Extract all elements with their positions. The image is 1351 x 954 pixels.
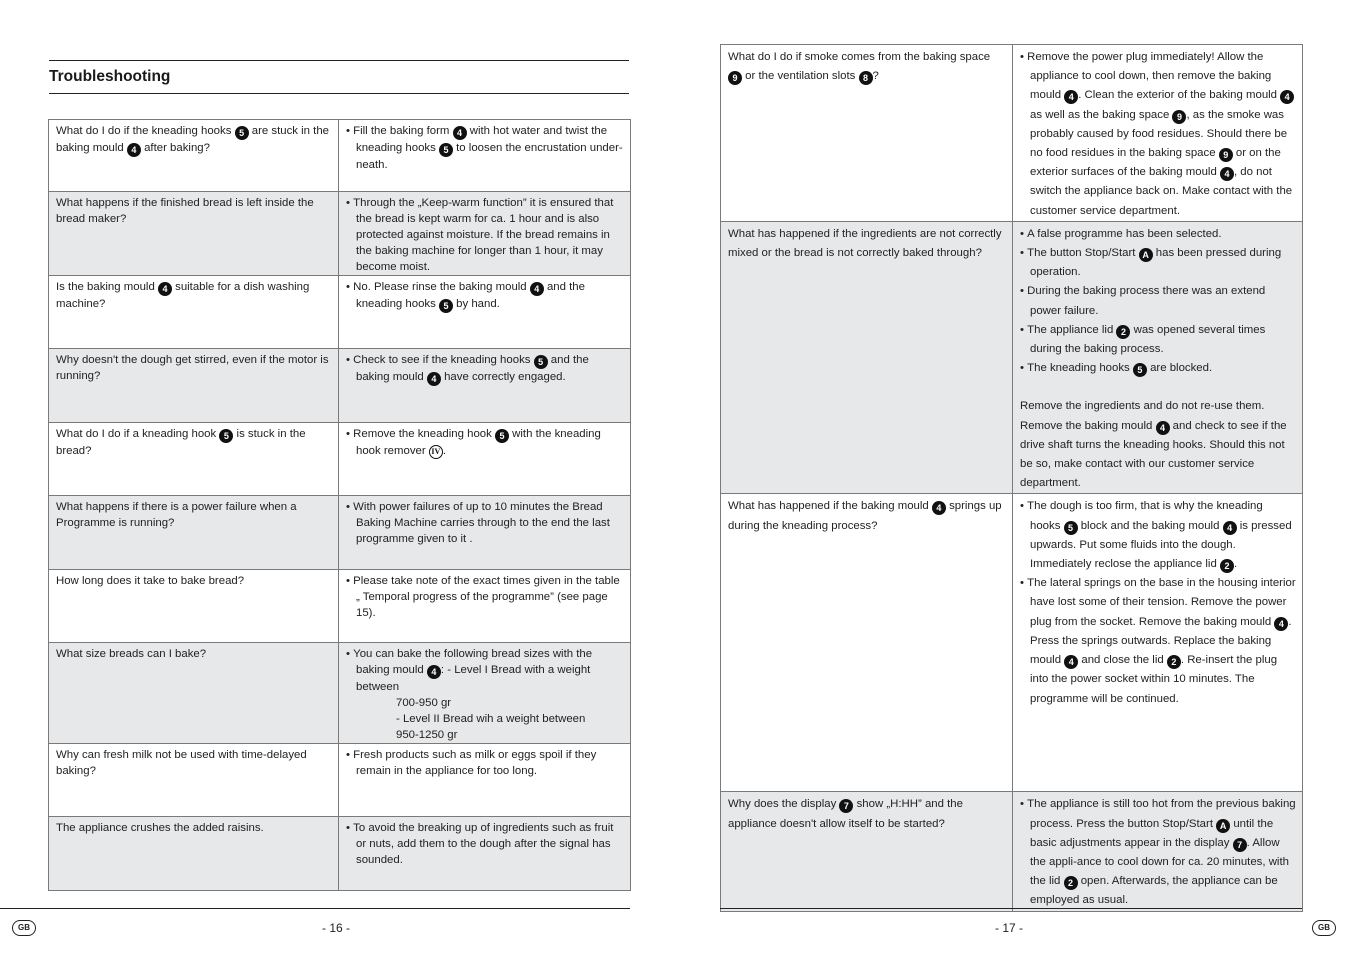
troubleshooting-table-right <box>720 44 1303 912</box>
callout-number-icon: 4 <box>427 665 441 679</box>
table-row <box>49 496 631 570</box>
table-row <box>49 349 631 423</box>
page-16 <box>0 0 675 954</box>
question-cell: The appliance crushes the added raisins. <box>49 817 339 891</box>
troubleshooting-table-left <box>48 119 631 891</box>
table-row <box>49 643 631 744</box>
section-title: Troubleshooting <box>49 68 171 85</box>
answer-cell <box>339 276 631 349</box>
table-row <box>721 792 1303 911</box>
callout-number-icon: 5 <box>235 126 249 140</box>
table-row <box>721 494 1303 792</box>
answer-cell <box>339 120 631 192</box>
table-row <box>49 744 631 817</box>
callout-number-icon: 5 <box>439 299 453 313</box>
question-cell: How long does it take to bake bread? <box>49 570 339 643</box>
question-cell: What has happened if the baking mould 4 springs up during the kneading process? <box>721 494 1013 792</box>
question-cell: Why does the display 7 show „H:HH” and the appliance doesn't allow itself to be started? <box>721 792 1013 911</box>
footer-rule <box>0 908 630 909</box>
answer-bullet: • The kneading hooks 5 are blocked. <box>1020 359 1296 378</box>
callout-roman-icon: IV <box>429 445 443 459</box>
callout-number-icon: 8 <box>859 71 873 85</box>
callout-number-icon: 9 <box>1172 110 1186 124</box>
table-body <box>49 120 631 891</box>
callout-number-icon: 4 <box>158 282 172 296</box>
answer-indent-line: - Level II Bread wih a weight between <box>396 713 586 725</box>
callout-number-icon: 2 <box>1064 876 1078 890</box>
callout-number-icon: 5 <box>439 143 453 157</box>
callout-number-icon: 5 <box>1133 363 1147 377</box>
answer-bullet: • You can bake the following bread sizes with the baking mould 4 : - Level I Bread with a weight between <box>346 646 624 695</box>
answer-bullet: • The appliance is still too hot from the previous baking process. Press the button Stop/Start A until the basic adjustments appear in the display 7 . Allow the appli-ance to cool down for ca. 20 minutes, with the lid 2 open. Afterwards, the appliance can be employed as usual. <box>1020 795 1296 910</box>
question-cell: What has happened if the ingredients are not correctly mixed or the bread is not correctly baked through? <box>721 221 1013 494</box>
answer-bullet: • Check to see if the kneading hooks 5 and the baking mould 4 have correctly engaged. <box>346 352 624 386</box>
answer-cell <box>339 496 631 570</box>
callout-number-icon: 4 <box>1064 90 1078 104</box>
answer-cell <box>339 423 631 496</box>
answer-cell <box>1013 45 1303 222</box>
callout-number-icon: 7 <box>839 799 853 813</box>
callout-number-icon: 4 <box>1156 421 1170 435</box>
callout-number-icon: A <box>1216 819 1230 833</box>
answer-bullet: • No. Please rinse the baking mould 4 and the kneading hooks 5 by hand. <box>346 279 624 313</box>
answer-bullet: • To avoid the breaking up of ingredients such as fruit or nuts, add them to the dough after the signal has sounded. <box>346 820 624 868</box>
answer-indent-line: 700-950 gr <box>396 697 452 709</box>
answer-bullet: • The lateral springs on the base in the housing interior have lost some of their tension. Remove the power plug from the socket. Remove the baking mould 4 . Press the springs outwards. Replace the baking mould 4 and close the lid 2 . Re-insert the plug into the power socket within 10 minutes. The programme will be continued. <box>1020 574 1296 708</box>
answer-bullet: • The dough is too firm, that is why the kneading hooks 5 block and the baking mould 4 is pressed upwards. Put some fluids into the dough. Immediately reclose the appliance lid 2 . <box>1020 497 1296 574</box>
question-cell: What do I do if the kneading hooks 5 are stuck in the baking mould 4 after baking? <box>49 120 339 192</box>
callout-number-icon: 4 <box>1064 655 1078 669</box>
question-cell: What happens if there is a power failure when a Programme is running? <box>49 496 339 570</box>
answer-bullet: • Fresh products such as milk or eggs spoil if they remain in the appliance for too long. <box>346 747 624 779</box>
answer-bullet: • During the baking process there was an extend power failure. <box>1020 282 1296 320</box>
table-row <box>49 192 631 276</box>
page-number: - 17 - <box>995 921 1024 935</box>
answer-bullet: • Fill the baking form 4 with hot water and twist the kneading hooks 5 to loosen the encrustation under-neath. <box>346 123 624 173</box>
callout-number-icon: 5 <box>495 429 509 443</box>
answer-gap <box>1020 378 1296 397</box>
table-row <box>721 221 1303 494</box>
table-row <box>49 570 631 643</box>
callout-number-icon: 4 <box>427 372 441 386</box>
question-cell: What happens if the finished bread is left inside the bread maker? <box>49 192 339 276</box>
callout-number-icon: 4 <box>1223 521 1237 535</box>
callout-number-icon: A <box>1139 248 1153 262</box>
callout-number-icon: 5 <box>534 355 548 369</box>
callout-number-icon: 2 <box>1116 325 1130 339</box>
question-cell: What do I do if a kneading hook 5 is stuck in the bread? <box>49 423 339 496</box>
answer-bullet: • Through the „Keep-warm function” it is ensured that the bread is kept warm for ca. 1 hour and is also protected against moisture. If the bread remains in the baking machine for longer than 1 hour, it may become moist. <box>346 195 624 275</box>
callout-number-icon: 4 <box>127 143 141 157</box>
table-row <box>49 423 631 496</box>
answer-bullet: • A false programme has been selected. <box>1020 225 1296 244</box>
callout-number-icon: 4 <box>530 282 544 296</box>
page-17 <box>675 0 1351 954</box>
answer-cell <box>339 817 631 891</box>
table-body <box>721 45 1303 912</box>
question-cell: Why can fresh milk not be used with time-delayed baking? <box>49 744 339 817</box>
callout-number-icon: 5 <box>219 429 233 443</box>
footer-rule <box>720 908 1302 909</box>
table-row <box>49 120 631 192</box>
callout-number-icon: 9 <box>1219 148 1233 162</box>
answer-cell <box>339 744 631 817</box>
answer-cell <box>339 643 631 744</box>
question-cell: Is the baking mould 4 suitable for a dish washing machine? <box>49 276 339 349</box>
callout-number-icon: 5 <box>1064 521 1078 535</box>
question-cell: What do I do if smoke comes from the baking space 9 or the ventilation slots 8 ? <box>721 45 1013 222</box>
answer-cell <box>339 192 631 276</box>
callout-number-icon: 4 <box>1274 617 1288 631</box>
answer-bullet: • With power failures of up to 10 minutes the Bread Baking Machine carries through to the end the last programme given to it . <box>346 499 624 547</box>
answer-cell <box>1013 792 1303 911</box>
callout-number-icon: 7 <box>1233 838 1247 852</box>
callout-number-icon: 4 <box>453 126 467 140</box>
answer-cell <box>1013 221 1303 494</box>
callout-number-icon: 2 <box>1167 655 1181 669</box>
answer-bullet: • Remove the power plug immediately! Allow the appliance to cool down, then remove the baking mould 4 . Clean the exterior of the baking mould 4 as well as the baking space 9 , as the smoke was probably caused by food residues. Should there be no food residues in the baking space 9 or on the exterior surfaces of the baking mould 4 , do not switch the appliance back on. Make contact with the customer service department. <box>1020 48 1296 221</box>
answer-bullet: • Remove the kneading hook 5 with the kneading hook remover IV . <box>346 426 624 459</box>
question-cell: What size breads can I bake? <box>49 643 339 744</box>
country-badge: GB <box>12 920 36 936</box>
table-row <box>49 276 631 349</box>
callout-number-icon: 4 <box>932 501 946 515</box>
answer-cell <box>339 349 631 423</box>
answer-bullet: • The button Stop/Start A has been pressed during operation. <box>1020 244 1296 282</box>
callout-number-icon: 4 <box>1280 90 1294 104</box>
answer-bullet: • Please take note of the exact times given in the table „ Temporal progress of the programme” (see page 15). <box>346 573 624 621</box>
answer-cell <box>339 570 631 643</box>
answer-indent-line: 950-1250 gr <box>396 729 458 741</box>
title-top-rule <box>49 60 629 61</box>
page-number: - 16 - <box>322 921 351 935</box>
country-badge: GB <box>1312 920 1336 936</box>
callout-number-icon: 4 <box>1220 167 1234 181</box>
callout-number-icon: 9 <box>728 71 742 85</box>
callout-number-icon: 2 <box>1220 559 1234 573</box>
answer-paragraph: Remove the ingredients and do not re-use them. Remove the baking mould 4 and check to see if the drive shaft turns the kneading hooks. Should this not be so, make contact with our customer service department. <box>1020 400 1287 490</box>
table-row <box>721 45 1303 222</box>
title-bottom-rule <box>49 93 629 94</box>
table-row <box>49 817 631 891</box>
answer-cell <box>1013 494 1303 792</box>
question-cell: Why doesn't the dough get stirred, even if the motor is running? <box>49 349 339 423</box>
answer-bullet: • The appliance lid 2 was opened several times during the baking process. <box>1020 321 1296 359</box>
